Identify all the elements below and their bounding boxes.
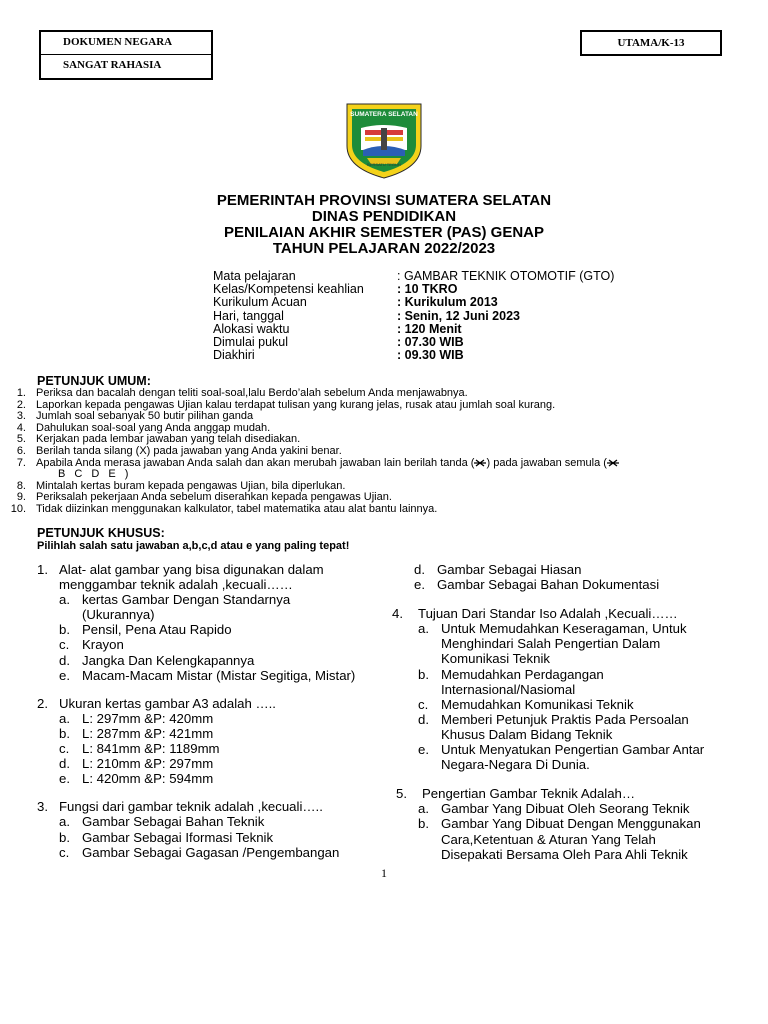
page-number: 1: [381, 866, 387, 880]
info-value: : 120 Menit: [397, 321, 462, 336]
answer-option: a. kertas Gambar Dengan Standarnya (Ukurannya): [59, 592, 291, 623]
exam-info-table: [213, 270, 614, 362]
answer-option: d. Memberi Petunjuk Praktis Pada Persoalan Khusus Dalam Bidang Teknik: [418, 711, 689, 742]
question-number: 3.: [37, 799, 48, 815]
item-text: Dahulukan soal-soal yang Anda anggap mudah.: [36, 421, 271, 434]
classification-line-2: SANGAT RAHASIA: [63, 59, 162, 71]
item-number: 1.: [16, 387, 26, 399]
list-item-continuation: [10, 469, 760, 481]
title-line-2: DINAS PENDIDIKAN: [311, 208, 457, 225]
list-item: [10, 504, 760, 516]
item-number: 7.: [16, 456, 26, 469]
title-line-3: PENILAIAN AKHIR SEMESTER (PAS) GENAP: [223, 224, 545, 241]
answer-option: e. Untuk Menyatukan Pengertian Gambar Antar Negara-Negara Di Dunia.: [418, 742, 705, 773]
info-label: Diakhiri: [213, 348, 255, 363]
item-text: Periksalah pekerjaan Anda sebelum diserahkan kepada pengawas Ujian.: [36, 491, 392, 504]
answer-option: b. Gambar Yang Dibuat Dengan Menggunakan Cara,Ketentuan & Aturan Yang Telah Disepakati Bersama Oleh Para Ahli Teknik: [418, 816, 701, 862]
info-value: : GAMBAR TEKNIK OTOMOTIF (GTO): [397, 269, 615, 283]
question-number: 2.: [37, 695, 48, 711]
answer-option: a. L: 297mm &P: 420mm: [59, 710, 214, 726]
item-text-cont: ) pada jawaban semula (: [486, 456, 607, 469]
info-label: Kelas/Kompetensi keahlian: [213, 282, 364, 297]
answer-option: a. Gambar Yang Dibuat Oleh Seorang Teknik: [418, 801, 690, 817]
item-text: B C D E ): [58, 468, 132, 481]
question-number: 5.: [396, 786, 407, 802]
item-number: 9.: [16, 491, 26, 504]
right-question-column: [392, 562, 752, 862]
answer-option: e. L: 420mm &P: 594mm: [59, 771, 214, 787]
answer-option: e. Gambar Sebagai Bahan Dokumentasi: [414, 577, 660, 593]
question-4: [392, 606, 752, 772]
item-text: Laporkan kepada pengawas Ujian kalau terdapat tulisan yang kurang jelas, rusak atau jumlah soal kurang.: [36, 398, 556, 411]
classification-box: [39, 30, 213, 80]
item-text: Mintalah kertas buram kepada pengawas Ujian, bila diperlukan.: [36, 479, 346, 492]
question-text: Ukuran kertas gambar A3 adalah …..: [59, 695, 276, 711]
item-text: Kerjakan pada lembar jawaban yang telah disediakan.: [36, 433, 301, 446]
special-instructions-subtitle: Pilihlah salah satu jawaban a,b,c,d atau e yang paling tepat!: [37, 540, 350, 552]
question-text: Tujuan Dari Standar Iso Adalah ,Kecuali……: [418, 606, 678, 622]
answer-option: b. Memudahkan Perdagangan Internasional/Nasiomal: [418, 666, 604, 697]
item-number: 4.: [16, 421, 26, 434]
answer-option: b. L: 287mm &P: 421mm: [59, 725, 214, 741]
answer-option: d. L: 210mm &P: 297mm: [59, 756, 214, 772]
question-5: [392, 786, 752, 861]
question-text: menggambar teknik adalah ,kecuali……: [59, 577, 293, 593]
info-value: : Senin, 12 Juni 2023: [397, 308, 520, 323]
question-text: Pengertian Gambar Teknik Adalah…: [422, 786, 636, 802]
item-text: Jumlah soal sebanyak 50 butir pilihan ganda: [36, 410, 254, 423]
answer-option: d. Jangka Dan Kelengkapannya: [59, 652, 255, 668]
item-text: Berilah tanda silang (X) pada jawaban yang Anda yakini benar.: [36, 444, 342, 457]
answer-option: d. Gambar Sebagai Hiasan: [414, 562, 582, 577]
item-text: Apabila Anda merasa jawaban Anda salah dan akan merubah jawaban lain berilah tanda (: [36, 456, 475, 469]
struck-x-mark-icon: [607, 458, 619, 468]
left-question-column: [37, 562, 377, 860]
document-titles: [0, 193, 768, 257]
document-code-box: UTAMA/K-13: [580, 30, 722, 56]
info-row-curriculum: [213, 296, 614, 309]
question-3-continued: [392, 562, 752, 592]
question-text: Alat- alat gambar yang bisa digunakan dalam: [59, 562, 324, 577]
answer-option: c. Memudahkan Komunikasi Teknik: [418, 696, 634, 712]
info-row-date: [213, 310, 614, 323]
answer-option: b. Gambar Sebagai Iformasi Teknik: [59, 829, 274, 845]
item-number: 8.: [16, 479, 26, 492]
title-line-4: TAHUN PELAJARAN 2022/2023: [272, 240, 496, 257]
info-label: Alokasi waktu: [213, 321, 290, 336]
classification-line-1: DOKUMEN NEGARA: [41, 32, 211, 55]
list-item: [10, 388, 760, 400]
item-number: 2.: [16, 398, 26, 411]
answer-option: b. Pensil, Pena Atau Rapido: [59, 622, 232, 638]
info-value: : 10 TKRO: [397, 282, 458, 297]
general-instructions-heading: PETUNJUK UMUM:: [37, 374, 151, 388]
item-text: Tidak diizinkan menggunakan kalkulator, tabel matematika atau alat bantu lainnya.: [36, 502, 438, 515]
answer-option: c. Krayon: [59, 637, 124, 653]
question-3: [37, 799, 377, 859]
title-line-1: PEMERINTAH PROVINSI SUMATERA SELATAN: [216, 192, 552, 209]
special-instructions-heading: PETUNJUK KHUSUS:: [37, 526, 165, 540]
question-number: 1.: [37, 562, 48, 577]
item-number: 6.: [16, 444, 26, 457]
answer-option: c. L: 841mm &P: 1189mm: [59, 741, 220, 757]
info-label: Mata pelajaran: [213, 269, 296, 283]
logo-text-top: SUMATERA SELATAN: [350, 111, 418, 118]
answer-option: a. Gambar Sebagai Bahan Teknik: [59, 814, 265, 830]
answer-option: e. Macam-Macam Mistar (Mistar Segitiga, Mistar): [59, 667, 356, 683]
answer-option: c. Gambar Sebagai Gagasan /Pengembangan: [59, 844, 340, 860]
question-number: 4.: [392, 606, 403, 622]
question-text: Fungsi dari gambar teknik adalah ,kecuali…..: [59, 799, 323, 815]
answer-option: a. Untuk Memudahkan Keseragaman, Untuk Menghindari Salah Pengertian Dalam Komunikasi Teknik: [418, 621, 687, 667]
info-value: : 09.30 WIB: [397, 348, 464, 363]
struck-x-mark-icon: [474, 458, 486, 468]
logo-text-bottom: BERSATU TEGUH: [367, 162, 401, 167]
info-label: Dimulai pukul: [213, 335, 289, 350]
question-1: [37, 562, 377, 683]
info-label: Kurikulum Acuan: [213, 295, 307, 310]
info-value: : 07.30 WIB: [397, 335, 464, 350]
general-instructions-list: [10, 388, 760, 516]
info-row-end: [213, 349, 614, 362]
item-number: 10.: [10, 502, 26, 515]
info-value: : Kurikulum 2013: [397, 295, 498, 310]
item-number: 3.: [16, 410, 26, 423]
info-label: Hari, tanggal: [213, 308, 284, 323]
question-2: [37, 696, 377, 787]
item-number: 5.: [16, 433, 26, 446]
item-text: Periksa dan bacalah dengan teliti soal-soal,lalu Berdo’alah sebelum Anda menjawabnya.: [36, 387, 468, 399]
